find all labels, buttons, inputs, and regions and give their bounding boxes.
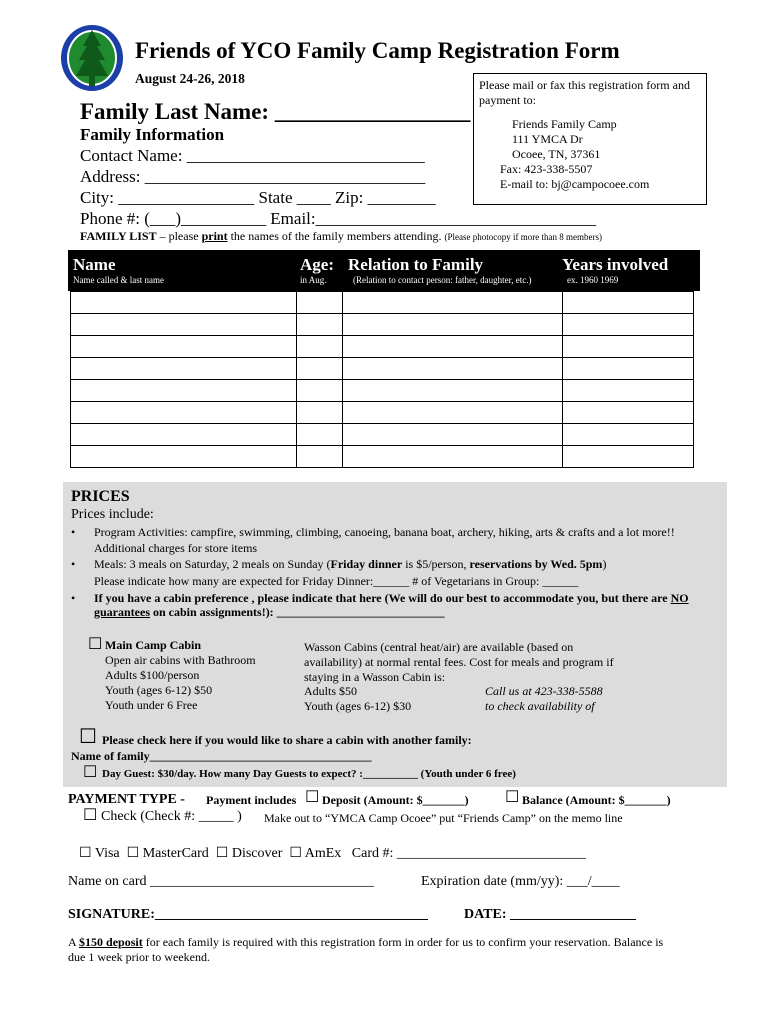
years-cell[interactable] — [563, 380, 694, 402]
card-number-field[interactable]: Card #: ___________________________ — [351, 846, 586, 861]
check-checkbox[interactable]: ☐ — [83, 807, 98, 824]
years-cell[interactable] — [563, 358, 694, 380]
age-cell[interactable] — [297, 358, 343, 380]
check-number-field[interactable]: Check (Check #: _____ ) — [101, 809, 242, 824]
name-cell[interactable] — [71, 292, 297, 314]
relation-cell[interactable] — [343, 358, 563, 380]
name-cell[interactable] — [71, 424, 297, 446]
text: If you have a cabin preference , please indicate that here (We will do our best to accommodate you, but there are — [94, 591, 671, 605]
age-cell[interactable] — [297, 314, 343, 336]
wasson-line: Wasson Cabins (central heat/air) are available (based on — [304, 640, 574, 654]
wasson-line: staying in a Wasson Cabin is: — [304, 670, 446, 684]
make-out-note: Make out to “YMCA Camp Ocoee” put “Friends Camp” on the memo line — [264, 811, 623, 825]
text: ) — [602, 557, 607, 571]
table-row — [71, 358, 694, 380]
amex-label: AmEx — [304, 846, 342, 861]
card-options — [79, 845, 586, 862]
years-cell[interactable] — [563, 402, 694, 424]
visa-label: Visa — [94, 846, 120, 861]
name-cell[interactable] — [71, 446, 297, 468]
phone-email-field[interactable]: Phone #: (___)__________ Email:_________________________________ — [80, 209, 597, 228]
mail-intro: Please mail or fax this registration form and payment to: — [479, 78, 690, 107]
age-cell[interactable] — [297, 336, 343, 358]
text: on cabin assignments!): ____________________________ — [150, 605, 445, 619]
cabin-preference — [94, 591, 689, 606]
col-relation: Relation to Family — [348, 255, 484, 274]
name-cell[interactable] — [71, 336, 297, 358]
col-age: Age: — [300, 255, 334, 274]
col-name: Name — [73, 255, 116, 274]
deposit-note-line2: due 1 week prior to weekend. — [68, 950, 210, 964]
age-cell[interactable] — [297, 380, 343, 402]
main-cabin-line: Youth (ages 6-12) $50 — [105, 683, 213, 697]
text: A — [68, 935, 80, 949]
name-on-card-field[interactable]: Name on card ________________________________ — [68, 874, 375, 889]
family-last-name-field[interactable]: Family Last Name: _________________ — [80, 99, 471, 124]
visa-checkbox[interactable]: ☐ — [79, 846, 92, 861]
years-cell[interactable] — [563, 314, 694, 336]
address-field[interactable]: Address: _________________________________ — [80, 167, 426, 186]
table-row — [71, 380, 694, 402]
bullet-program: Program Activities: campfire, swimming, climbing, canoeing, banana boat, archery, hiking, arts & crafts and a lot more!! — [94, 525, 675, 539]
deposit-note — [68, 935, 663, 950]
main-cabin-checkbox[interactable]: ☐ — [88, 636, 103, 653]
signature-field[interactable]: SIGNATURE:_______________________________________ — [68, 907, 428, 922]
age-cell[interactable] — [297, 446, 343, 468]
relation-cell[interactable] — [343, 380, 563, 402]
text: – please — [156, 229, 202, 243]
mail-address — [500, 117, 650, 192]
share-family-name-field[interactable]: Name of family_____________________________________ — [71, 749, 372, 763]
wasson-line: Youth (ages 6-12) $30 — [304, 699, 412, 713]
print-emphasis: print — [201, 229, 228, 243]
discover-label: Discover — [231, 846, 283, 861]
camp-dates: August 24-26, 2018 — [135, 71, 245, 86]
discover-checkbox[interactable]: ☐ — [215, 846, 229, 861]
col-years-sub: ex. 1960 1969 — [567, 275, 619, 285]
mastercard-label: MasterCard — [142, 846, 209, 861]
deposit-amount-field[interactable]: Deposit (Amount: $_______) — [322, 793, 469, 807]
bullet-meals — [94, 557, 606, 572]
day-guest-field[interactable]: Day Guest: $30/day. How many Day Guests to expect? :__________ (Youth under 6 free) — [102, 768, 516, 780]
years-cell[interactable] — [563, 446, 694, 468]
family-list-label: FAMILY LIST — [80, 229, 157, 243]
text: Meals: 3 meals on Saturday, 2 meals on Sunday ( — [94, 557, 331, 571]
photocopy-note: (Please photocopy if more than 8 members) — [444, 232, 602, 242]
family-info-heading: Family Information — [80, 125, 225, 144]
main-cabin-line: Open air cabins with Bathroom — [105, 653, 256, 667]
text: is $5/person, — [402, 557, 470, 571]
wasson-line: Adults $50 — [304, 684, 358, 698]
col-name-sub: Name called & last name — [73, 275, 164, 285]
city-state-zip-field[interactable]: City: ________________ State ____ Zip: ________ — [80, 188, 436, 207]
bullet-program-extra: Additional charges for store items — [94, 541, 258, 555]
friday-dinner-count-field[interactable]: Please indicate how many are expected for Friday Dinner:______ # of Vegetarians in Group: ______ — [94, 574, 579, 588]
years-cell[interactable] — [563, 336, 694, 358]
relation-cell[interactable] — [343, 292, 563, 314]
contact-name-field[interactable]: Contact Name: ____________________________ — [80, 146, 425, 165]
relation-cell[interactable] — [343, 314, 563, 336]
relation-cell[interactable] — [343, 446, 563, 468]
mail-line: Ocoee, TN, 37361 — [512, 147, 601, 161]
no-emphasis: NO — [670, 591, 689, 605]
form-title: Friends of YCO Family Camp Registration Form — [135, 38, 620, 63]
guarantees-emphasis: guarantees — [94, 605, 150, 619]
main-cabin-line: Adults $100/person — [105, 668, 200, 682]
table-row — [71, 424, 694, 446]
age-cell[interactable] — [297, 292, 343, 314]
table-row — [71, 402, 694, 424]
reservation-deadline: reservations by Wed. 5pm — [469, 557, 603, 571]
text: the names of the family members attending. — [227, 229, 442, 243]
relation-cell[interactable] — [343, 424, 563, 446]
bullet: • — [71, 557, 76, 571]
date-field[interactable]: DATE: __________________ — [464, 907, 637, 922]
main-cabin-line: Youth under 6 Free — [105, 698, 198, 712]
name-cell[interactable] — [71, 314, 297, 336]
name-cell[interactable] — [71, 380, 297, 402]
prices-heading: PRICES — [71, 488, 130, 505]
cabin-preference-field[interactable] — [94, 605, 445, 620]
friday-dinner: Friday dinner — [330, 557, 403, 571]
balance-checkbox[interactable]: ☐ — [505, 789, 520, 806]
prices-include: Prices include: — [71, 507, 154, 522]
age-cell[interactable] — [297, 424, 343, 446]
share-cabin-label: Please check here if you would like to share a cabin with another family: — [102, 733, 472, 747]
check-availability: to check availability of — [485, 699, 595, 713]
family-members-table — [70, 291, 694, 468]
family-list-instruction — [80, 229, 602, 244]
text: for each family is required with this registration form in order for us to confirm your reservation. Balance is — [142, 935, 664, 949]
years-cell[interactable] — [563, 424, 694, 446]
day-guest-checkbox[interactable]: ☐ — [83, 764, 98, 781]
col-years: Years involved — [562, 255, 669, 274]
family-table-header — [68, 250, 700, 291]
mail-line: 111 YMCA Dr — [512, 132, 583, 146]
table-row — [71, 336, 694, 358]
bullet: • — [71, 525, 76, 539]
email-line: E-mail to: bj@campocoee.com — [500, 177, 650, 191]
main-cabin-label: Main Camp Cabin — [105, 638, 202, 652]
name-cell[interactable] — [71, 358, 297, 380]
mail-line: Friends Family Camp — [512, 117, 617, 131]
balance-amount-field[interactable]: Balance (Amount: $_______) — [522, 793, 671, 807]
payment-includes: Payment includes — [206, 793, 297, 807]
mail-instructions-box — [473, 73, 707, 205]
relation-cell[interactable] — [343, 336, 563, 358]
ymca-camp-logo — [59, 24, 125, 92]
deposit-checkbox[interactable]: ☐ — [305, 789, 320, 806]
col-age-sub: in Aug. — [300, 275, 327, 285]
table-row — [71, 292, 694, 314]
deposit-amount: $150 deposit — [79, 935, 143, 949]
relation-cell[interactable] — [343, 402, 563, 424]
table-row — [71, 314, 694, 336]
table-row — [71, 446, 694, 468]
call-us: Call us at 423-338-5588 — [485, 684, 603, 698]
mastercard-checkbox[interactable]: ☐ — [126, 846, 140, 861]
years-cell[interactable] — [563, 292, 694, 314]
amex-checkbox[interactable]: ☐ — [289, 846, 302, 861]
col-relation-sub: (Relation to contact person: father, daughter, etc.) — [353, 275, 532, 285]
name-cell[interactable] — [71, 402, 297, 424]
fax-line: Fax: 423-338-5507 — [500, 162, 593, 176]
age-cell[interactable] — [297, 402, 343, 424]
share-cabin-checkbox[interactable]: ☐ — [79, 726, 97, 748]
bullet: • — [71, 591, 76, 605]
expiration-field[interactable]: Expiration date (mm/yy): ___/____ — [421, 874, 620, 889]
payment-type-label: PAYMENT TYPE - — [68, 792, 185, 807]
wasson-line: availability) at normal rental fees. Cost for meals and program if — [304, 655, 614, 669]
